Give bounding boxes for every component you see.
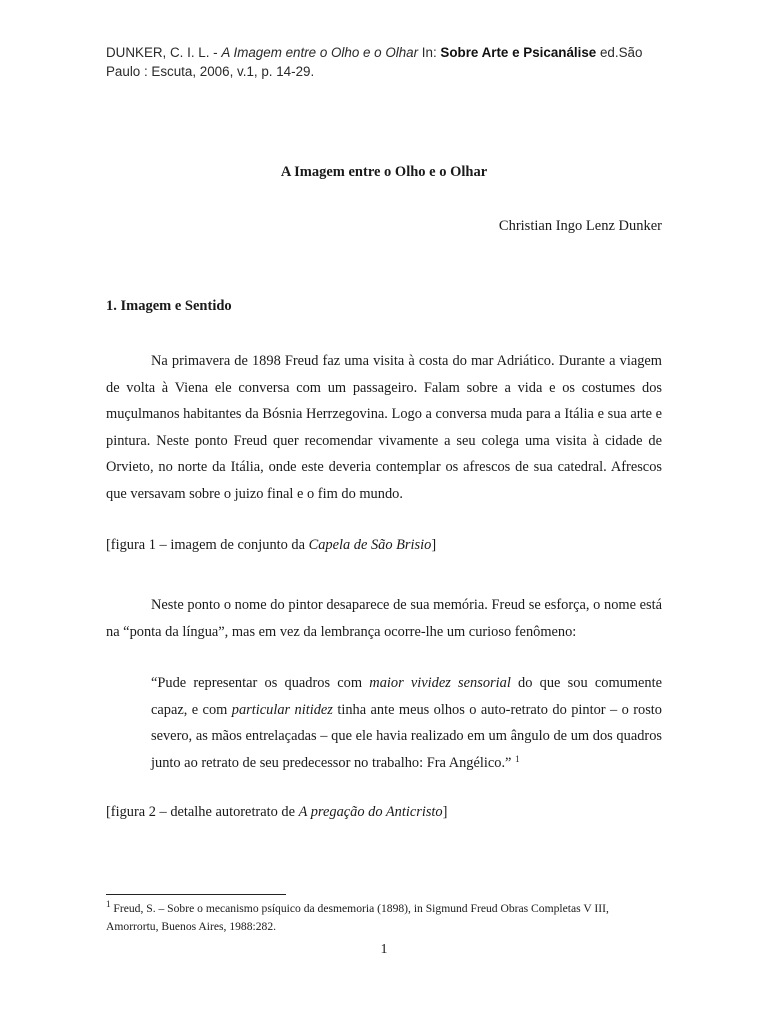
figure-2-caption [106,804,447,821]
quote-italic-1: maior vividez sensorial [369,675,511,691]
quote-part-3: tinha ante meus olhos o auto-retrato do pintor – o rosto severo, as mãos entrelaçadas – que ele havia realizado em um ângulo de um dos quadros junto ao retrato de seu predecessor no trabalho: Fra Angélico.” [151,701,662,771]
body-paragraph-2 [106,592,662,645]
body-paragraph-1 [106,348,662,508]
citation-suffix: ed.São Paulo : Escuta, 2006, v.1, p. 14-29. [106,45,643,79]
quote-part-1: “Pude representar os quadros com [151,675,370,691]
paragraph-1-text: Na primavera de 1898 Freud faz uma visita à costa do mar Adriático. Durante a viagem de volta à Viena ele conversa com um passageiro. Falam sobre a vida e os costumes dos muçulmanos habitantes da Bósnia Herrzegovina. Logo a conversa muda para a Itália e sua arte e pintura. Neste ponto Freud quer recomendar vivamente a seu colega uma visita à cidade de Orvieto, no norte da Itália, onde este deveria contemplar os afrescos de sua catedral. Afrescos que versavam sobre o juizo final e o fim do mundo. [106,353,662,502]
paragraph-2-text: Neste ponto o nome do pintor desaparece de sua memória. Freud se esforça, o nome está na “ponta da língua”, mas em vez da lembrança ocorre-lhe um curioso fenômeno: [106,597,662,640]
author-name: Christian Ingo Lenz Dunker [498,218,662,234]
figure-1-title: Capela de São Brisio [308,537,432,553]
footnote [106,900,662,936]
figure-2-prefix: [figura 2 – detalhe autoretrato de [106,804,299,820]
footnote-number: 1 [106,899,111,909]
footnote-divider [106,894,286,895]
footnote-reference[interactable]: 1 [515,753,520,764]
figure-2-title: A pregação do Anticristo [298,804,443,820]
quote-part-2: do que sou comumente capaz, e com [151,675,662,718]
quote-text [151,670,662,776]
citation-prefix: DUNKER, C. I. L. - [106,45,222,60]
citation-header [106,43,666,81]
citation-book: Sobre Arte e Psicanálise [440,45,597,60]
document-title: A Imagem entre o Olho e o Olhar [280,164,488,180]
section-heading: 1. Imagem e Sentido [106,298,232,314]
figure-2-suffix: ] [442,804,448,820]
figure-1-prefix: [figura 1 – imagem de conjunto da [106,537,309,553]
figure-1-caption [106,537,436,554]
page-number: 1 [380,942,388,957]
figure-1-suffix: ] [431,537,437,553]
block-quote [151,670,662,776]
quote-italic-2: particular nitidez [231,701,333,718]
citation-in: In: [418,45,441,60]
footnote-text: Freud, S. – Sobre o mecanismo psíquico da desmemoria (1898), in Sigmund Freud Obras Completas V III, Amorrortu, Buenos Aires, 1988:282. [106,902,609,933]
citation-chapter: A Imagem entre o Olho e o Olhar [221,45,419,60]
